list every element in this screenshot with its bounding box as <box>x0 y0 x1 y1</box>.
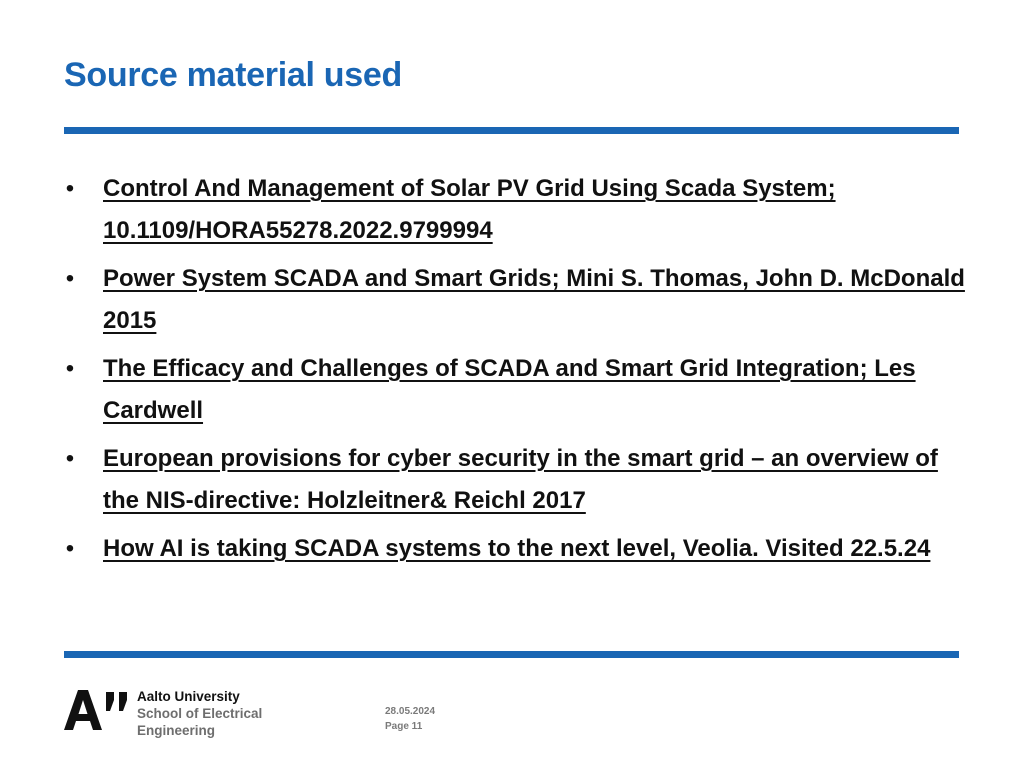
organization-block <box>137 688 262 739</box>
reference-item <box>60 258 980 342</box>
reference-link-3[interactable]: The Efficacy and Challenges of SCADA and Smart Grid Integration; Les Cardwell <box>103 355 916 424</box>
bullet-icon: • <box>65 265 75 292</box>
aalto-logo-icon <box>64 690 134 730</box>
org-school: School of Electrical <box>137 706 263 721</box>
title-divider <box>64 127 959 134</box>
org-department: Engineering <box>137 723 216 738</box>
reference-item <box>60 528 980 570</box>
reference-item <box>60 348 980 432</box>
reference-item <box>60 438 980 522</box>
footer-divider <box>64 651 959 658</box>
slide-date: 28.05.2024 <box>385 706 436 717</box>
slide-title: Source material used <box>64 56 402 94</box>
bullet-icon: • <box>65 535 75 562</box>
reference-link-5[interactable]: How AI is taking SCADA systems to the next level, Veolia. Visited 22.5.24 <box>103 535 931 562</box>
reference-item <box>60 168 980 252</box>
reference-list <box>60 168 980 576</box>
reference-link-4[interactable]: European provisions for cyber security in the smart grid – an overview of the NIS-directive: Holzleitner& Reichl 2017 <box>103 445 938 514</box>
footer-meta <box>385 704 435 734</box>
org-name: Aalto University <box>137 689 240 704</box>
page-number: Page 11 <box>385 721 423 732</box>
bullet-icon: • <box>65 355 75 382</box>
reference-link-2[interactable]: Power System SCADA and Smart Grids; Mini S. Thomas, John D. McDonald 2015 <box>103 265 965 334</box>
bullet-icon: • <box>65 175 75 202</box>
reference-link-1[interactable]: Control And Management of Solar PV Grid Using Scada System; 10.1109/HORA55278.2022.9799994 <box>103 175 836 244</box>
bullet-icon: • <box>65 445 75 472</box>
